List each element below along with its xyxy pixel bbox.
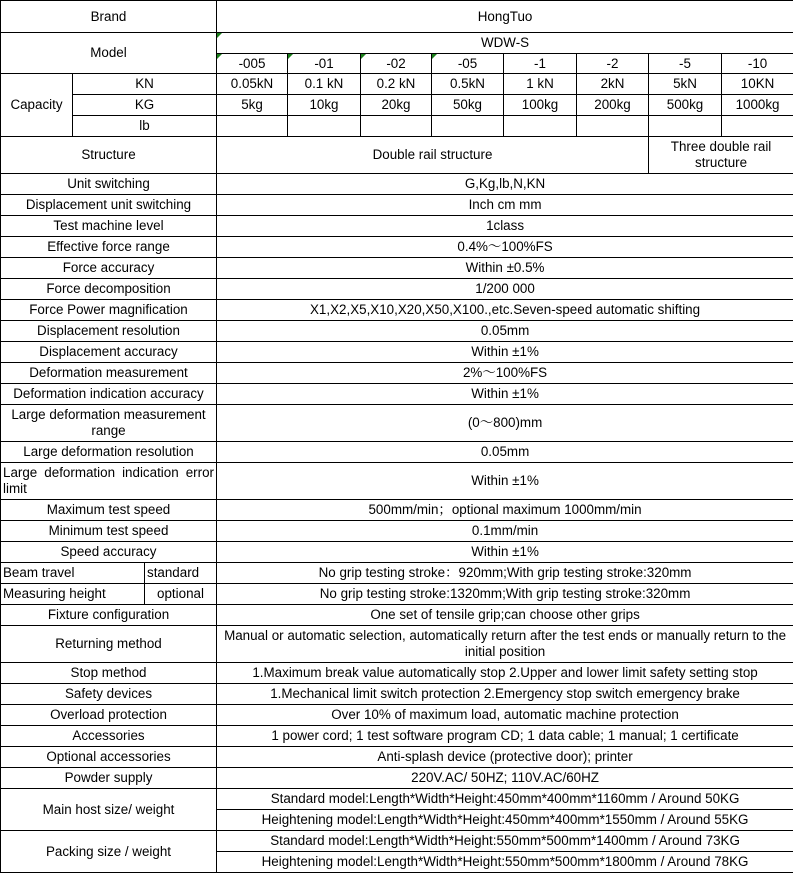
fixture-label: Fixture configuration [1, 605, 217, 626]
capacity-kg-label: KG [73, 95, 217, 116]
returning-value: Manual or automatic selection, automatically return after the test ends or manually return to the initial position [217, 626, 793, 663]
spec-value: Over 10% of maximum load, automatic machine protection [217, 705, 793, 726]
spec-row [1, 768, 793, 789]
structure-label: Structure [1, 137, 217, 174]
spec-row [1, 216, 793, 237]
spec-row [1, 174, 793, 195]
model-variant: -005 [217, 54, 288, 74]
model-variant: -1 [504, 54, 577, 74]
capacity-kg-value: 500kg [649, 95, 722, 116]
spec-label: Force decomposition [1, 279, 217, 300]
capacity-lb-value [288, 116, 361, 137]
row-large-deformation-range [1, 405, 793, 442]
capacity-lb-value [504, 116, 577, 137]
capacity-kg-value: 50kg [432, 95, 504, 116]
capacity-kn-value: 1 kN [504, 74, 577, 95]
main-host-label: Main host size/ weight [1, 789, 217, 831]
spec-value: 2%～100%FS [217, 363, 793, 384]
capacity-kn-value: 5kN [649, 74, 722, 95]
spec-row [1, 363, 793, 384]
spec-value: Within ±1% [217, 384, 793, 405]
capacity-lb-value [649, 116, 722, 137]
large-deformation-range-value: (0～800)mm [217, 405, 793, 442]
row-large-deformation-error [1, 463, 793, 500]
brand-label: Brand [1, 1, 217, 33]
spec-label: Effective force range [1, 237, 217, 258]
row-beam-standard [1, 563, 793, 584]
beam-standard-value: No grip testing stroke：920mm;With grip testing stroke:320mm [217, 563, 793, 584]
spec-label: Displacement accuracy [1, 342, 217, 363]
spec-row [1, 500, 793, 521]
spec-value: 1 power cord; 1 test software program CD; 1 data cable; 1 manual; 1 certificate [217, 726, 793, 747]
beam-optional-value: No grip testing stroke:1320mm;With grip testing stroke:320mm [217, 584, 793, 605]
spec-row [1, 342, 793, 363]
main-host-standard: Standard model:Length*Width*Height:450mm*400mm*1160mm / Around 50KG [217, 789, 793, 810]
spec-row [1, 705, 793, 726]
spec-label: Force accuracy [1, 258, 217, 279]
spec-row [1, 747, 793, 768]
capacity-lb-value [722, 116, 793, 137]
row-brand [1, 1, 793, 33]
spec-value: 500mm/min；optional maximum 1000mm/min [217, 500, 793, 521]
capacity-kg-value: 200kg [577, 95, 649, 116]
spec-value: 1.Mechanical limit switch protection 2.Emergency stop switch emergency brake [217, 684, 793, 705]
packing-heightening: Heightening model:Length*Width*Height:550mm*500mm*1800mm / Around 78KG [217, 852, 793, 873]
row-model [1, 33, 793, 54]
spec-label: Maximum test speed [1, 500, 217, 521]
row-structure [1, 137, 793, 174]
capacity-lb-label: lb [73, 116, 217, 137]
spec-value: 0.05mm [217, 321, 793, 342]
capacity-kn-value: 0.2 kN [361, 74, 432, 95]
spec-value: Within ±1% [217, 342, 793, 363]
beam-standard-label: standard [145, 563, 217, 584]
spec-label: Accessories [1, 726, 217, 747]
model-label: Model [1, 33, 217, 74]
spec-row [1, 684, 793, 705]
beam-optional-label: optional [145, 584, 217, 605]
spec-value: 1/200 000 [217, 279, 793, 300]
spec-label: Minimum test speed [1, 521, 217, 542]
spec-value: G,Kg,lb,N,KN [217, 174, 793, 195]
model-variant: -10 [722, 54, 793, 74]
main-host-heightening: Heightening model:Length*Width*Height:450mm*400mm*1550mm / Around 55KG [217, 810, 793, 831]
spec-row [1, 542, 793, 563]
spec-label: Stop method [1, 663, 217, 684]
large-deformation-range-label: Large deformation measurement range [1, 405, 217, 442]
model-variant: -02 [361, 54, 432, 74]
spec-label: Speed accuracy [1, 542, 217, 563]
spec-label: Deformation measurement [1, 363, 217, 384]
capacity-kn-value: 0.05kN [217, 74, 288, 95]
spec-value: Within ±1% [217, 542, 793, 563]
spec-row [1, 726, 793, 747]
spec-value: 1.Maximum break value automatically stop 2.Upper and lower limit safety setting stop [217, 663, 793, 684]
capacity-lb-value [217, 116, 288, 137]
capacity-kn-value: 2kN [577, 74, 649, 95]
spec-label: Displacement unit switching [1, 195, 217, 216]
row-capacity-kn [1, 74, 793, 95]
capacity-kn-label: KN [73, 74, 217, 95]
model-variant: -01 [288, 54, 361, 74]
spec-row [1, 300, 793, 321]
capacity-kn-value: 0.1 kN [288, 74, 361, 95]
model-variant: -5 [649, 54, 722, 74]
capacity-lb-value [361, 116, 432, 137]
large-deformation-resolution-label: Large deformation resolution [1, 442, 217, 463]
spec-row [1, 384, 793, 405]
packing-standard: Standard model:Length*Width*Height:550mm*500mm*1400mm / Around 73KG [217, 831, 793, 852]
model-variant: -05 [432, 54, 504, 74]
spec-row [1, 279, 793, 300]
spec-value: 0.1mm/min [217, 521, 793, 542]
measuring-height-label: Measuring height [1, 584, 145, 605]
row-packing-standard [1, 831, 793, 852]
spec-value: X1,X2,X5,X10,X20,X50,X100.,etc.Seven-speed automatic shifting [217, 300, 793, 321]
structure-three: Three double rail structure [649, 137, 793, 174]
row-main-host-standard [1, 789, 793, 810]
row-fixture [1, 605, 793, 626]
row-large-deformation-resolution [1, 442, 793, 463]
spec-row [1, 521, 793, 542]
capacity-kg-value: 10kg [288, 95, 361, 116]
spec-value: 1class [217, 216, 793, 237]
capacity-lb-value [577, 116, 649, 137]
capacity-kn-value: 10KN [722, 74, 793, 95]
spec-label: Unit switching [1, 174, 217, 195]
capacity-label: Capacity [1, 74, 73, 137]
spec-row [1, 663, 793, 684]
row-returning [1, 626, 793, 663]
model-name: WDW-S [217, 33, 793, 54]
large-deformation-resolution-value: 0.05mm [217, 442, 793, 463]
large-deformation-error-label: Large deformation indication error limit [1, 463, 217, 500]
structure-double: Double rail structure [217, 137, 649, 174]
row-capacity-kg [1, 95, 793, 116]
capacity-kg-value: 100kg [504, 95, 577, 116]
capacity-lb-value [432, 116, 504, 137]
spec-label: Deformation indication accuracy [1, 384, 217, 405]
spec-label: Safety devices [1, 684, 217, 705]
spec-label: Powder supply [1, 768, 217, 789]
row-beam-optional [1, 584, 793, 605]
spec-value: Anti-splash device (protective door); printer [217, 747, 793, 768]
capacity-kg-value: 5kg [217, 95, 288, 116]
model-variant: -2 [577, 54, 649, 74]
spec-label: Overload protection [1, 705, 217, 726]
spec-row [1, 258, 793, 279]
large-deformation-error-value: Within ±1% [217, 463, 793, 500]
spec-label: Force Power magnification [1, 300, 217, 321]
spec-row [1, 321, 793, 342]
spec-row [1, 195, 793, 216]
returning-label: Returning method [1, 626, 217, 663]
brand-value: HongTuo [217, 1, 793, 33]
spec-label: Displacement resolution [1, 321, 217, 342]
capacity-kn-value: 0.5kN [432, 74, 504, 95]
spec-label: Optional accessories [1, 747, 217, 768]
spec-row [1, 237, 793, 258]
beam-travel-label: Beam travel [1, 563, 145, 584]
row-capacity-lb [1, 116, 793, 137]
packing-label: Packing size / weight [1, 831, 217, 873]
capacity-kg-value: 20kg [361, 95, 432, 116]
fixture-value: One set of tensile grip;can choose other grips [217, 605, 793, 626]
spec-value: 220V.AC/ 50HZ; 110V.AC/60HZ [217, 768, 793, 789]
spec-value: Within ±0.5% [217, 258, 793, 279]
spec-value: 0.4%～100%FS [217, 237, 793, 258]
capacity-kg-value: 1000kg [722, 95, 793, 116]
spec-label: Test machine level [1, 216, 217, 237]
spec-value: Inch cm mm [217, 195, 793, 216]
